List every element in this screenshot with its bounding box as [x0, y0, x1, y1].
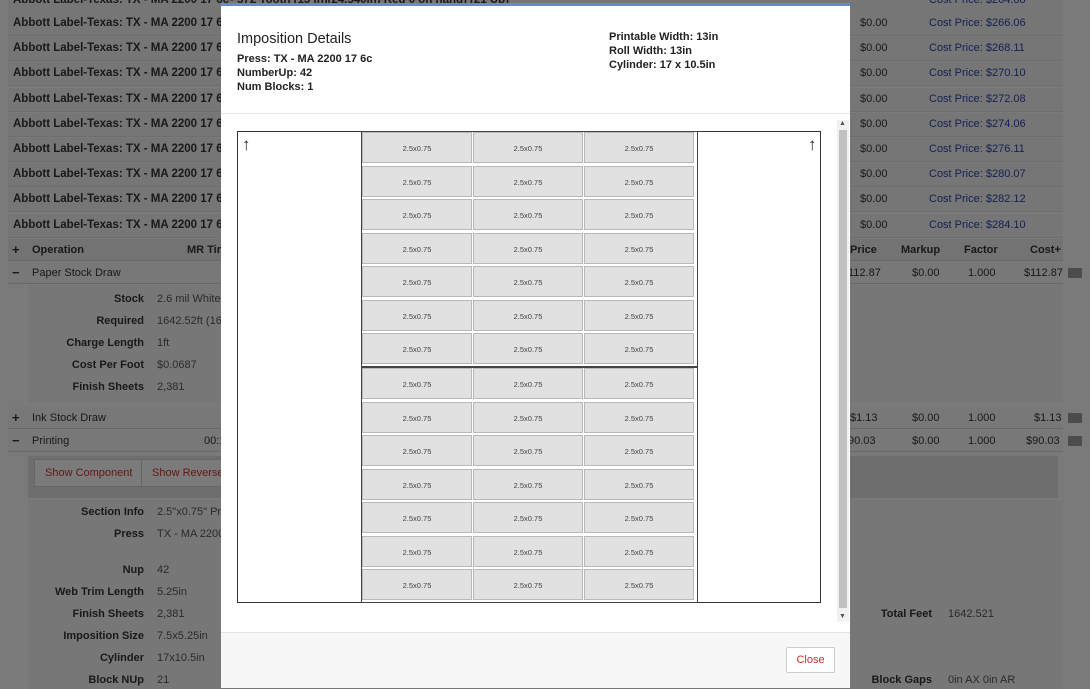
label-cell: 2.5x0.75 — [362, 166, 472, 197]
label-cell: 2.5x0.75 — [362, 368, 472, 399]
label-cell: 2.5x0.75 — [473, 333, 583, 364]
cylinder-info: Cylinder: 17 x 10.5in — [609, 59, 716, 71]
feed-direction-right-icon: ↑ — [808, 135, 817, 154]
label-cell: 2.5x0.75 — [473, 402, 583, 433]
feed-direction-left-icon: ↑ — [242, 135, 251, 154]
scrollbar-thumb[interactable] — [839, 130, 847, 608]
label-cell: 2.5x0.75 — [362, 469, 472, 500]
imposition-details-modal — [221, 3, 850, 685]
label-cell: 2.5x0.75 — [473, 569, 583, 600]
label-grid — [361, 131, 698, 603]
label-cell: 2.5x0.75 — [584, 536, 694, 567]
label-cell: 2.5x0.75 — [584, 266, 694, 297]
label-cell: 2.5x0.75 — [473, 469, 583, 500]
imposition-sheet — [237, 131, 821, 603]
scroll-down-icon[interactable]: ▼ — [839, 613, 846, 620]
label-cell: 2.5x0.75 — [584, 402, 694, 433]
modal-header — [221, 6, 850, 114]
label-cell: 2.5x0.75 — [473, 536, 583, 567]
label-cell: 2.5x0.75 — [362, 266, 472, 297]
label-cell: 2.5x0.75 — [473, 233, 583, 264]
label-cell: 2.5x0.75 — [473, 132, 583, 163]
label-cell: 2.5x0.75 — [362, 132, 472, 163]
label-cell: 2.5x0.75 — [362, 300, 472, 331]
label-cell: 2.5x0.75 — [362, 536, 472, 567]
modal-title: Imposition Details — [237, 31, 352, 47]
label-cell: 2.5x0.75 — [473, 166, 583, 197]
block-divider — [362, 366, 697, 368]
printable-width-info: Printable Width: 13in — [609, 31, 719, 43]
label-cell: 2.5x0.75 — [584, 333, 694, 364]
label-cell: 2.5x0.75 — [362, 502, 472, 533]
label-cell: 2.5x0.75 — [584, 435, 694, 466]
modal-body — [221, 115, 850, 632]
scroll-up-icon[interactable]: ▲ — [839, 120, 846, 127]
number-up-info: NumberUp: 42 — [237, 67, 313, 79]
label-cell: 2.5x0.75 — [362, 569, 472, 600]
label-cell: 2.5x0.75 — [584, 469, 694, 500]
num-blocks-info: Num Blocks: 1 — [237, 81, 314, 93]
label-cell: 2.5x0.75 — [473, 368, 583, 399]
label-cell: 2.5x0.75 — [362, 233, 472, 264]
close-button[interactable]: Close — [786, 647, 835, 673]
label-cell: 2.5x0.75 — [473, 199, 583, 230]
label-cell: 2.5x0.75 — [584, 166, 694, 197]
label-cell: 2.5x0.75 — [473, 502, 583, 533]
label-cell: 2.5x0.75 — [473, 266, 583, 297]
label-cell: 2.5x0.75 — [584, 569, 694, 600]
label-cell: 2.5x0.75 — [584, 199, 694, 230]
press-info: Press: TX - MA 2200 17 6c — [237, 53, 373, 65]
label-cell: 2.5x0.75 — [362, 333, 472, 364]
label-cell: 2.5x0.75 — [584, 132, 694, 163]
label-cell: 2.5x0.75 — [362, 435, 472, 466]
label-cell: 2.5x0.75 — [473, 300, 583, 331]
label-cell: 2.5x0.75 — [584, 300, 694, 331]
modal-scrollbar[interactable] — [837, 120, 849, 622]
label-cell: 2.5x0.75 — [584, 233, 694, 264]
roll-width-info: Roll Width: 13in — [609, 45, 693, 57]
label-cell: 2.5x0.75 — [473, 435, 583, 466]
label-cell: 2.5x0.75 — [362, 402, 472, 433]
label-cell: 2.5x0.75 — [584, 502, 694, 533]
modal-footer — [221, 632, 850, 688]
label-cell: 2.5x0.75 — [362, 199, 472, 230]
label-cell: 2.5x0.75 — [584, 368, 694, 399]
